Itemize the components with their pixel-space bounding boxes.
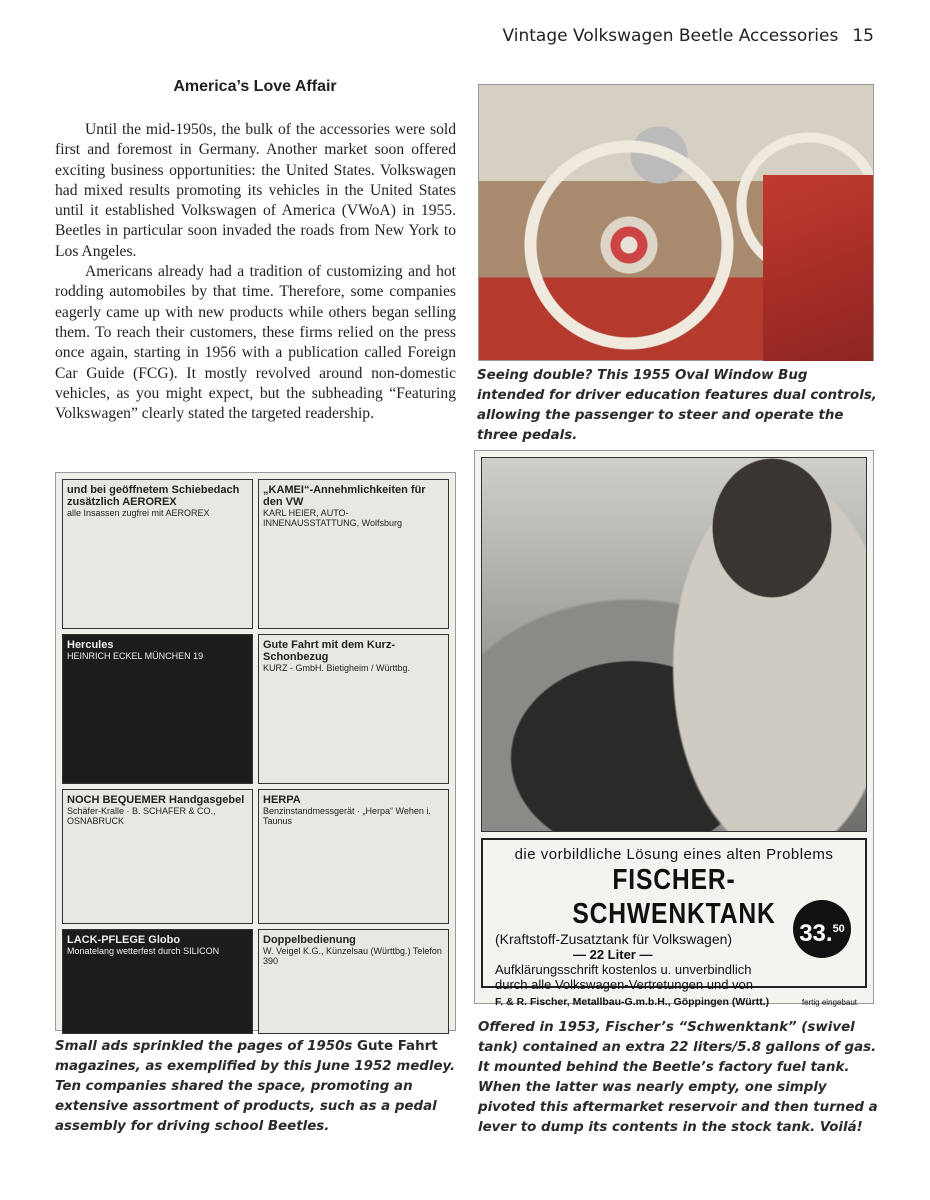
price-cents: 50: [832, 923, 845, 935]
ad-footer-row: [483, 996, 865, 1008]
ad-volume: — 22 Liter —: [573, 947, 653, 962]
ad-hercules: [62, 634, 253, 784]
ad-herpa: [258, 789, 449, 924]
woman-with-beetle-photo: [481, 457, 867, 832]
ad-title: Doppelbedienung: [263, 934, 356, 946]
ad-headline: FISCHER-SCHWENKTANK: [572, 864, 776, 930]
price-badge: [793, 900, 851, 958]
ad-schafer: [62, 789, 253, 924]
ad-company: F. & R. Fischer, Metallbau-G.m.b.H., Göppingen (Württ.): [495, 996, 770, 1008]
ads-caption: [55, 1037, 465, 1137]
ad-fitted-note: fertig eingebaut: [801, 998, 857, 1007]
ad-kamei: [258, 479, 449, 629]
ad-title: und bei geöffnetem Schiebedach zusätzlich AEROREX: [67, 484, 240, 508]
ad-title: NOCH BEQUEMER Handgasgebel: [67, 794, 245, 806]
fischer-tank-ad-image: [474, 450, 874, 1008]
ad-title: „KAMEI“-Annehmlichkeiten für den VW: [263, 484, 426, 508]
ads-medley-image: [55, 472, 456, 1031]
caption-text: magazines, as exemplified by this June 1952 medley. Ten companies shared the space, promoting an extensive assortment of products, such as a pedal assembly for driving school Beetles.: [55, 1059, 456, 1134]
dashboard-caption: Seeing double? This 1955 Oval Window Bug intended for driver education features dual controls, allowing the passenger to steer and operate the three pedals.: [477, 368, 877, 443]
caption-text: Small ads sprinkled the pages of 1950s: [55, 1039, 358, 1054]
ad-text: Monatelang wetterfest durch SILICON: [67, 946, 220, 956]
price-main: 33.: [799, 920, 833, 947]
ad-aerorex: [62, 479, 253, 629]
section-heading: America’s Love Affair: [173, 78, 337, 95]
ad-text: KARL HEIER, AUTO-INNENAUSSTATTUNG, Wolfsburg: [263, 508, 403, 528]
fischer-ad: [481, 838, 867, 1008]
ad-text: Benzinstandmessgerät · „Herpa“ Wehen i. Taunus: [263, 806, 431, 826]
running-header: [503, 26, 874, 46]
ad-globo: [62, 929, 253, 1034]
ad-text: Aufklärungsschrift kostenlos u. unverbindlich: [495, 962, 752, 977]
ad-text: W. Veigel K.G., Künzelsau (Württbg.) Telefon 390: [263, 946, 442, 966]
ad-title: Gute Fahrt mit dem Kurz-Schonbezug: [263, 639, 396, 663]
ad-text: KURZ - GmbH. Bietigheim / Württbg.: [263, 663, 411, 673]
ad-title: LACK-PFLEGE Globo: [67, 934, 181, 946]
ad-title: HERPA: [263, 794, 301, 806]
ad-title: Hercules: [67, 639, 114, 651]
ad-text: alle Insassen zugfrei mit AEROREX: [67, 508, 210, 518]
paragraph: Americans already had a tradition of customizing and hot rodding automobiles by that time. Therefore, some companies eagerly came up with new products while others began selling them. To reach their customers, these firms relied on the press once again, starting in 1956 with a publication called Foreign Car Guide (FCG). It mostly revolved around non-domestic vehicles, as you might expect, but the subheading “Featuring Volkswagen” clearly stated the targeted readership.: [55, 263, 456, 423]
ad-text: Schäfer-Kralle · B. SCHAFER & CO., OSNABRUCK: [67, 806, 216, 826]
dashboard-photo: [478, 84, 874, 361]
page-number: 15: [852, 26, 874, 46]
tank-caption: Offered in 1953, Fischer’s “Schwenktank” (swivel tank) contained an extra 22 liters/5.8 gallons of gas. It mounted behind the Beetle’s factory fuel tank. When the latter was nearly empty, one simply pivoted this aftermarket reservoir and then turned a lever to dump its contents in the stock tank. Voilá!: [478, 1020, 878, 1135]
ad-tagline: die vorbildliche Lösung eines alten Problems: [514, 846, 834, 863]
ad-text: HEINRICH ECKEL MÜNCHEN 19: [67, 651, 204, 661]
ad-veigel: [258, 929, 449, 1034]
ad-subtitle: (Kraftstoff-Zusatztank für Volkswagen): [495, 931, 733, 947]
paragraph: Until the mid-1950s, the bulk of the accessories were sold first and foremost in Germany. Another market soon offered exciting business opportunities: the United States. Volkswagen had mixed results promoting its vehicles in the United States until it established Volkswagen of America (VWoA) in 1955. Beetles in particular soon invaded the roads from New York to Los Angeles.: [55, 121, 456, 260]
body-text: [55, 120, 456, 424]
ad-kurz: [258, 634, 449, 784]
running-title: Vintage Volkswagen Beetle Accessories: [502, 26, 839, 46]
ad-text: durch alle Volkswagen-Vertretungen und von: [495, 977, 754, 992]
magazine-name: Gute Fahrt: [357, 1039, 438, 1054]
